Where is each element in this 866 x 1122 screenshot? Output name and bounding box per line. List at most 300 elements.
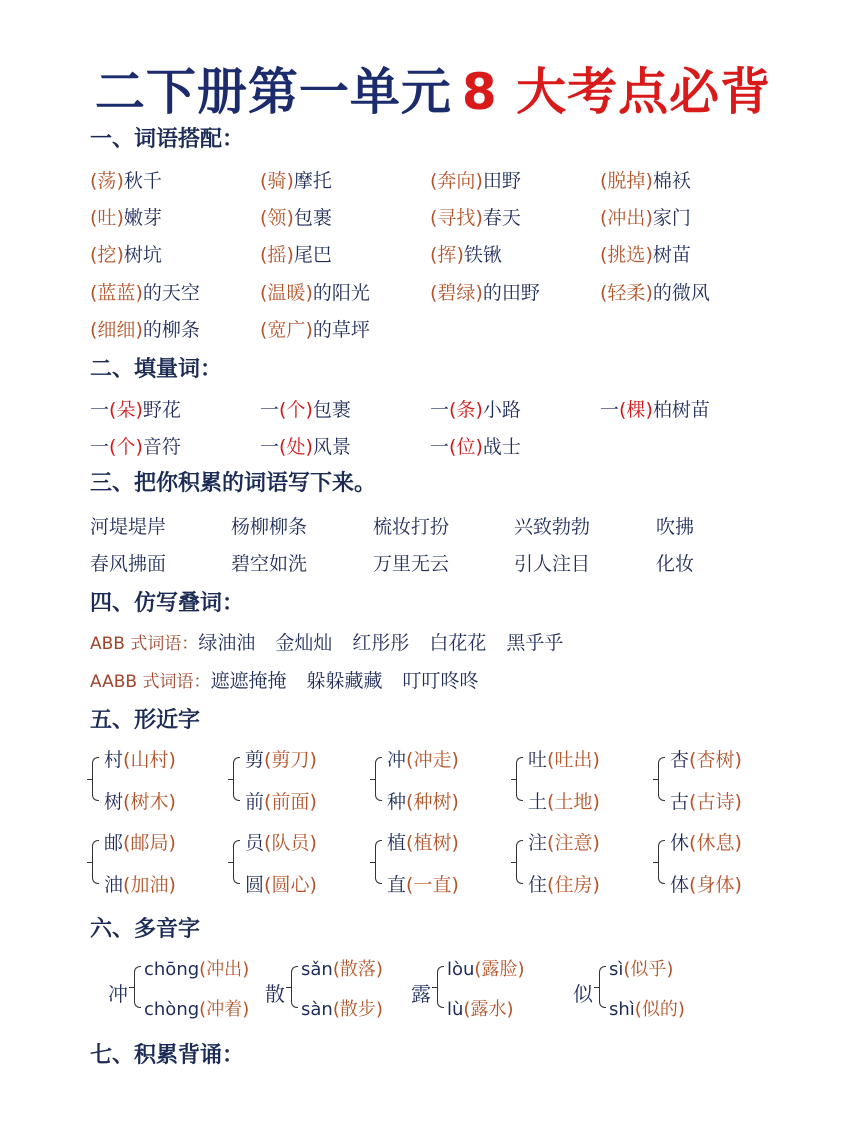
similar-char-item — [670, 745, 742, 772]
similar-char: 剪 — [245, 749, 265, 771]
pinyin-word: 冲出 — [206, 959, 243, 980]
bracket-close: ) — [475, 436, 483, 458]
collocation-item — [260, 240, 332, 267]
measure-word: 处 — [286, 436, 306, 458]
collocation-noun: 嫩芽 — [123, 207, 162, 229]
aabb-word: 躲躲藏藏 — [306, 670, 383, 692]
word-item: 吹拂 — [656, 516, 695, 538]
bracket-close: ) — [734, 874, 742, 896]
similar-char: 圆 — [245, 874, 265, 896]
aabb-word: 遮遮掩掩 — [210, 670, 287, 692]
collocation-item — [260, 278, 370, 305]
bracket-open: ( — [634, 999, 642, 1020]
bracket-open: ( — [264, 874, 272, 896]
similar-char-item — [670, 787, 742, 814]
collocation-noun: 的微风 — [652, 282, 710, 304]
bracket-close: ) — [517, 959, 525, 980]
bracket-open: ( — [406, 832, 414, 854]
similar-word: 杏树 — [696, 749, 735, 771]
bracket-close: ) — [135, 282, 143, 304]
bracket-close: ) — [592, 791, 600, 813]
bracket-close: ) — [734, 791, 742, 813]
bracket-open: ( — [199, 999, 207, 1020]
measure-number: 一 — [260, 436, 280, 458]
pinyin: shì — [609, 999, 635, 1020]
word-item: 碧空如洗 — [231, 553, 308, 575]
similar-char-item — [670, 828, 742, 855]
section-heading-recitation: 七、积累背诵： — [90, 1043, 245, 1068]
measure-word: 个 — [286, 399, 306, 421]
bracket-close: ) — [116, 207, 124, 229]
bracket-open: ( — [260, 170, 268, 192]
collocation-word: 奔向 — [437, 170, 476, 192]
collocation-noun: 树坑 — [123, 244, 162, 266]
similar-char-item — [245, 870, 317, 897]
bracket-close: ) — [305, 399, 313, 421]
bracket-open: ( — [260, 207, 268, 229]
similar-char-item — [104, 745, 176, 772]
bracket-close: ) — [475, 282, 483, 304]
collocation-noun: 的柳条 — [142, 319, 200, 341]
collocation-item — [600, 203, 691, 230]
bracket-close: ) — [645, 207, 653, 229]
bracket-open: ( — [260, 282, 268, 304]
similar-word: 冲走 — [413, 749, 452, 771]
word-item: 化妆 — [656, 553, 695, 575]
bracket-close: ) — [475, 207, 483, 229]
bracket-close: ) — [666, 959, 674, 980]
similar-word: 植树 — [413, 832, 452, 854]
measure-noun: 包裹 — [312, 399, 351, 421]
pinyin: sì — [609, 959, 624, 980]
bracket-open: ( — [332, 999, 340, 1020]
collocation-item — [430, 278, 540, 305]
bracket-close: ) — [734, 749, 742, 771]
similar-word: 队员 — [271, 832, 310, 854]
similar-char: 前 — [245, 791, 265, 813]
polyphonic-char: 散 — [265, 982, 285, 1006]
pinyin-word: 散落 — [339, 959, 376, 980]
collocation-word: 骑 — [267, 170, 287, 192]
brace-icon — [233, 840, 240, 884]
similar-word: 一直 — [413, 874, 452, 896]
bracket-close: ) — [475, 399, 483, 421]
bracket-open: ( — [449, 436, 457, 458]
pinyin-item — [301, 955, 383, 981]
pinyin-word: 似乎 — [630, 959, 667, 980]
collocation-item — [430, 166, 521, 193]
bracket-open: ( — [332, 959, 340, 980]
brace-icon — [291, 966, 298, 1008]
bracket-close: ) — [309, 749, 317, 771]
bracket-close: ) — [135, 319, 143, 341]
bracket-close: ) — [286, 244, 294, 266]
word-item: 河堤堤岸 — [90, 516, 167, 538]
similar-char: 树 — [104, 791, 124, 813]
similar-word: 树木 — [130, 791, 169, 813]
section-heading-reduplicated-words: 四、仿写叠词： — [90, 591, 245, 616]
bracket-close: ) — [286, 170, 294, 192]
bracket-open: ( — [260, 319, 268, 341]
bracket-close: ) — [242, 959, 250, 980]
section-heading-similar-characters: 五、形近字 — [90, 708, 201, 733]
similar-char: 植 — [387, 832, 407, 854]
similar-char-item — [104, 828, 176, 855]
bracket-close: ) — [451, 749, 459, 771]
bracket-close: ) — [475, 170, 483, 192]
similar-char-item — [528, 745, 600, 772]
pinyin-item — [144, 995, 249, 1021]
bracket-close: ) — [375, 999, 383, 1020]
collocation-item — [600, 278, 710, 305]
measure-word-item — [90, 432, 181, 459]
bracket-open: ( — [90, 170, 98, 192]
similar-word: 加油 — [130, 874, 169, 896]
section-heading-measure-words: 二、填量词： — [90, 357, 223, 382]
bracket-open: ( — [547, 832, 555, 854]
collocation-noun: 的天空 — [142, 282, 200, 304]
collocation-word: 摇 — [267, 244, 287, 266]
bracket-close: ) — [506, 999, 514, 1020]
measure-word-item — [260, 395, 351, 422]
collocation-item — [260, 166, 332, 193]
pinyin: sǎn — [301, 959, 333, 980]
similar-word: 吐出 — [554, 749, 593, 771]
similar-char: 员 — [245, 832, 265, 854]
collocation-noun: 家门 — [652, 207, 691, 229]
bracket-open: ( — [547, 791, 555, 813]
bracket-open: ( — [123, 749, 131, 771]
bracket-close: ) — [645, 399, 653, 421]
bracket-close: ) — [456, 244, 464, 266]
bracket-close: ) — [451, 874, 459, 896]
measure-word: 朵 — [116, 399, 136, 421]
bracket-open: ( — [619, 399, 627, 421]
measure-noun: 战士 — [482, 436, 521, 458]
pinyin: chōng — [144, 959, 200, 980]
brace-icon — [375, 757, 382, 801]
pinyin: chòng — [144, 999, 200, 1020]
bracket-open: ( — [600, 170, 608, 192]
bracket-open: ( — [406, 874, 414, 896]
similar-char-item — [528, 787, 600, 814]
similar-char: 直 — [387, 874, 407, 896]
similar-char-item — [245, 828, 317, 855]
collocation-noun: 秋千 — [123, 170, 162, 192]
collocation-item — [90, 203, 162, 230]
pinyin-item — [447, 995, 513, 1021]
bracket-close: ) — [451, 832, 459, 854]
bracket-open: ( — [600, 207, 608, 229]
bracket-open: ( — [406, 791, 414, 813]
bracket-close: ) — [309, 874, 317, 896]
similar-char-item — [528, 828, 600, 855]
word-item: 引人注目 — [514, 553, 591, 575]
collocation-item — [260, 203, 332, 230]
bracket-close: ) — [309, 832, 317, 854]
similar-word: 圆心 — [271, 874, 310, 896]
similar-char-item — [387, 787, 459, 814]
abb-row — [90, 628, 583, 655]
collocation-word: 寻找 — [437, 207, 476, 229]
bracket-open: ( — [430, 170, 438, 192]
abb-word: 绿油油 — [198, 632, 256, 654]
collocation-noun: 田野 — [482, 170, 521, 192]
bracket-open: ( — [449, 399, 457, 421]
similar-char: 土 — [528, 791, 548, 813]
similar-word: 注意 — [554, 832, 593, 854]
collocation-word: 宽广 — [267, 319, 306, 341]
measure-noun: 柏树苗 — [652, 399, 710, 421]
collocation-word: 领 — [267, 207, 287, 229]
collocation-noun: 的草坪 — [312, 319, 370, 341]
similar-char: 住 — [528, 874, 548, 896]
collocation-item — [430, 203, 521, 230]
abb-word: 红彤彤 — [352, 632, 410, 654]
pinyin: lòu — [447, 959, 475, 980]
similar-char-item — [670, 870, 742, 897]
collocation-item — [90, 240, 162, 267]
collocation-noun: 春天 — [482, 207, 521, 229]
bracket-close: ) — [451, 791, 459, 813]
bracket-open: ( — [406, 749, 414, 771]
aabb-word: 叮叮咚咚 — [402, 670, 479, 692]
similar-char: 种 — [387, 791, 407, 813]
bracket-open: ( — [430, 244, 438, 266]
similar-word: 剪刀 — [271, 749, 310, 771]
bracket-close: ) — [592, 749, 600, 771]
brace-icon — [516, 757, 523, 801]
similar-char: 油 — [104, 874, 124, 896]
pinyin-word: 散步 — [339, 999, 376, 1020]
collocation-word: 挑选 — [607, 244, 646, 266]
collocation-noun: 摩托 — [293, 170, 332, 192]
measure-noun: 音符 — [142, 436, 181, 458]
collocation-word: 挥 — [437, 244, 457, 266]
bracket-close: ) — [645, 244, 653, 266]
collocation-noun: 包裹 — [293, 207, 332, 229]
collocation-word: 脱掉 — [607, 170, 646, 192]
brace-icon — [134, 966, 141, 1008]
collocation-noun: 棉袄 — [652, 170, 691, 192]
similar-word: 身体 — [696, 874, 735, 896]
similar-char-item — [245, 745, 317, 772]
measure-word: 位 — [456, 436, 476, 458]
bracket-open: ( — [547, 749, 555, 771]
similar-word: 种树 — [413, 791, 452, 813]
brace-icon — [437, 966, 444, 1008]
similar-word: 山村 — [130, 749, 169, 771]
bracket-open: ( — [623, 959, 631, 980]
bracket-open: ( — [689, 791, 697, 813]
word-item: 梳妆打扮 — [373, 516, 450, 538]
measure-noun: 小路 — [482, 399, 521, 421]
bracket-open: ( — [260, 244, 268, 266]
bracket-open: ( — [90, 244, 98, 266]
collocation-word: 挖 — [97, 244, 117, 266]
aabb-label: AABB 式词语： — [90, 672, 211, 692]
abb-word: 白花花 — [429, 632, 487, 654]
collocation-word: 吐 — [97, 207, 117, 229]
collocation-word: 温暖 — [267, 282, 306, 304]
bracket-open: ( — [109, 399, 117, 421]
bracket-open: ( — [463, 999, 471, 1020]
polyphonic-char: 冲 — [108, 982, 128, 1006]
pinyin: sàn — [301, 999, 333, 1020]
collocation-word: 细细 — [97, 319, 136, 341]
brace-icon — [375, 840, 382, 884]
measure-number: 一 — [430, 399, 450, 421]
bracket-close: ) — [677, 999, 685, 1020]
bracket-close: ) — [645, 282, 653, 304]
bracket-open: ( — [689, 832, 697, 854]
collocation-noun: 树苗 — [652, 244, 691, 266]
bracket-open: ( — [109, 436, 117, 458]
bracket-close: ) — [135, 399, 143, 421]
bracket-open: ( — [123, 791, 131, 813]
bracket-open: ( — [430, 207, 438, 229]
similar-word: 前面 — [271, 791, 310, 813]
bracket-close: ) — [286, 207, 294, 229]
bracket-open: ( — [600, 282, 608, 304]
collocation-item — [600, 240, 691, 267]
similar-char: 吐 — [528, 749, 548, 771]
bracket-close: ) — [305, 282, 313, 304]
similar-char: 体 — [670, 874, 690, 896]
collocation-noun: 铁锹 — [463, 244, 502, 266]
bracket-close: ) — [242, 999, 250, 1020]
bracket-open: ( — [600, 244, 608, 266]
brace-icon — [233, 757, 240, 801]
bracket-close: ) — [305, 319, 313, 341]
similar-char: 古 — [670, 791, 690, 813]
bracket-open: ( — [123, 832, 131, 854]
similar-char-item — [387, 828, 459, 855]
bracket-close: ) — [168, 832, 176, 854]
measure-word-item — [600, 395, 710, 422]
bracket-close: ) — [734, 832, 742, 854]
bracket-open: ( — [279, 436, 287, 458]
collocation-word: 蓝蓝 — [97, 282, 136, 304]
bracket-close: ) — [305, 436, 313, 458]
collocation-item — [90, 315, 200, 342]
pinyin-word: 冲着 — [206, 999, 243, 1020]
pinyin-item — [609, 955, 673, 981]
measure-number: 一 — [90, 436, 110, 458]
similar-char: 邮 — [104, 832, 124, 854]
measure-number: 一 — [260, 399, 280, 421]
polyphonic-char: 露 — [411, 982, 431, 1006]
collocation-item — [90, 166, 162, 193]
abb-word: 黑乎乎 — [506, 632, 564, 654]
brace-icon — [92, 757, 99, 801]
bracket-open: ( — [90, 207, 98, 229]
measure-word-item — [90, 395, 181, 422]
similar-char: 休 — [670, 832, 690, 854]
measure-noun: 野花 — [142, 399, 181, 421]
bracket-open: ( — [547, 874, 555, 896]
bracket-open: ( — [279, 399, 287, 421]
bracket-open: ( — [264, 749, 272, 771]
measure-word: 个 — [116, 436, 136, 458]
similar-char-item — [387, 870, 459, 897]
bracket-open: ( — [90, 319, 98, 341]
collocation-item — [260, 315, 370, 342]
bracket-close: ) — [116, 170, 124, 192]
measure-word-item — [260, 432, 351, 459]
bracket-close: ) — [168, 791, 176, 813]
collocation-word: 轻柔 — [607, 282, 646, 304]
pinyin-word: 似的 — [641, 999, 678, 1020]
word-item: 兴致勃勃 — [514, 516, 591, 538]
similar-word: 邮局 — [130, 832, 169, 854]
pinyin-word: 露脸 — [481, 959, 518, 980]
similar-word: 土地 — [554, 791, 593, 813]
abb-word: 金灿灿 — [275, 632, 333, 654]
bracket-close: ) — [592, 832, 600, 854]
pinyin-item — [609, 995, 685, 1021]
section-heading-accumulated-words: 三、把你积累的词语写下来。 — [90, 471, 377, 496]
pinyin-item — [301, 995, 383, 1021]
pinyin: lù — [447, 999, 464, 1020]
similar-char-item — [104, 870, 176, 897]
bracket-close: ) — [375, 959, 383, 980]
bracket-open: ( — [430, 282, 438, 304]
bracket-close: ) — [645, 170, 653, 192]
similar-char-item — [528, 870, 600, 897]
measure-number: 一 — [600, 399, 620, 421]
bracket-open: ( — [90, 282, 98, 304]
abb-label: ABB 式词语： — [90, 634, 199, 654]
similar-char: 注 — [528, 832, 548, 854]
aabb-row — [90, 666, 499, 693]
brace-icon — [658, 757, 665, 801]
measure-noun: 风景 — [312, 436, 351, 458]
similar-char-item — [245, 787, 317, 814]
brace-icon — [516, 840, 523, 884]
brace-icon — [92, 840, 99, 884]
bracket-close: ) — [168, 749, 176, 771]
similar-char: 冲 — [387, 749, 407, 771]
pinyin-item — [447, 955, 524, 981]
pinyin-item — [144, 955, 249, 981]
word-item: 杨柳柳条 — [231, 516, 308, 538]
similar-word: 住房 — [554, 874, 593, 896]
bracket-close: ) — [116, 244, 124, 266]
word-item: 春风拂面 — [90, 553, 167, 575]
polyphonic-char: 似 — [573, 982, 593, 1006]
section-heading-polyphonic-characters: 六、多音字 — [90, 917, 201, 942]
bracket-open: ( — [689, 749, 697, 771]
collocation-item — [430, 240, 502, 267]
bracket-open: ( — [199, 959, 207, 980]
bracket-open: ( — [474, 959, 482, 980]
collocation-word: 冲出 — [607, 207, 646, 229]
bracket-close: ) — [135, 436, 143, 458]
similar-char-item — [387, 745, 459, 772]
measure-word: 条 — [456, 399, 476, 421]
collocation-item — [600, 166, 691, 193]
word-item: 万里无云 — [373, 553, 450, 575]
collocation-noun: 的田野 — [482, 282, 540, 304]
brace-icon — [658, 840, 665, 884]
brace-icon — [599, 966, 606, 1008]
similar-char: 杏 — [670, 749, 690, 771]
similar-word: 古诗 — [696, 791, 735, 813]
collocation-word: 荡 — [97, 170, 117, 192]
bracket-open: ( — [264, 832, 272, 854]
bracket-close: ) — [309, 791, 317, 813]
